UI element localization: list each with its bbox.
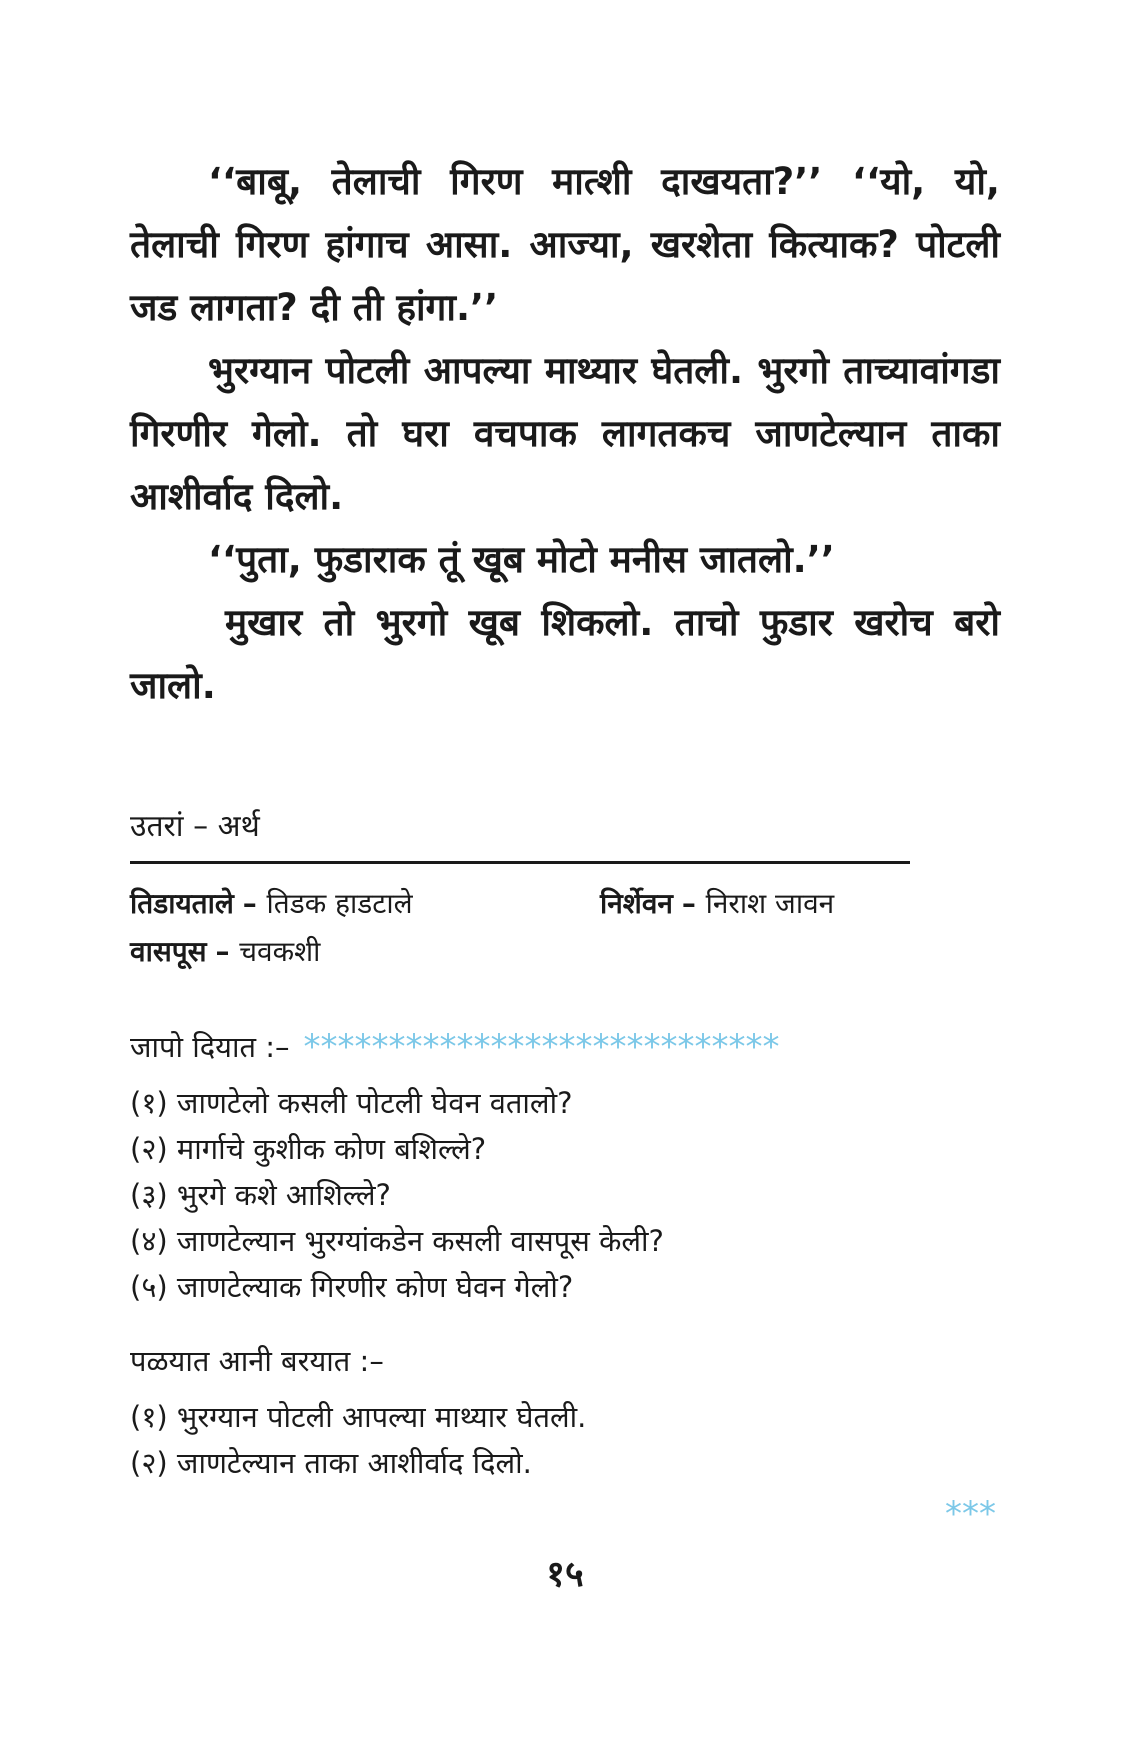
story-text xyxy=(130,150,1000,717)
question-item: (३) भुरगे कशे आशिल्ले? xyxy=(130,1178,391,1212)
glossary-divider xyxy=(130,861,910,864)
read-write-item: (२) जाणटेल्यान ताका आशीर्वाद दिलो. xyxy=(130,1446,532,1480)
question-item: (५) जाणटेल्याक गिरणीर कोण घेवन गेलो? xyxy=(130,1270,574,1304)
story-paragraph-2: भुरग्यान पोटली आपल्या माथ्यार घेतली. भुरगो ताच्यावांगडा गिरणीर गेलो. तो घरा वचपाक लागतकच जाणटेल्यान ताका आशीर्वाद दिलो. xyxy=(130,349,1000,518)
story-paragraph-4: मुखार तो भुरगो खूब शिकलो. ताचो फुडार खरोच बरो जालो. xyxy=(130,601,1000,707)
question-item: (१) जाणटेलो कसली पोटली घेवन वतालो? xyxy=(130,1086,573,1120)
glossary-entries xyxy=(130,882,1000,974)
star-divider: **************************** xyxy=(303,1027,780,1067)
story-paragraph-3: ‘‘पुता, फुडाराक तूं खूब मोटो मनीस जातलो.’’ xyxy=(208,538,835,581)
page xyxy=(130,150,1000,1597)
glossary xyxy=(130,807,1000,974)
read-write-title: पळयात आनी बरयात :– xyxy=(130,1344,384,1378)
answer-header xyxy=(130,1024,1000,1070)
question-list xyxy=(130,1080,1000,1310)
glossary-entry xyxy=(130,882,600,926)
glossary-dash: – xyxy=(242,887,267,920)
page-number: १५ xyxy=(546,1554,584,1595)
glossary-meaning: तिडक हाडटाले xyxy=(266,887,413,920)
glossary-meaning: निराश जावन xyxy=(705,887,835,920)
question-item: (२) मार्गाचे कुशीक कोण बशिल्ले? xyxy=(130,1132,487,1166)
read-write-item: (१) भुरग्यान पोटली आपल्या माथ्यार घेतली. xyxy=(130,1400,587,1434)
answer-section xyxy=(130,1024,1000,1310)
question-item: (४) जाणटेल्यान भुरग्यांकडेन कसली वासपूस केली? xyxy=(130,1224,664,1258)
glossary-entry xyxy=(130,930,600,974)
glossary-term: तिडायताले xyxy=(130,887,234,920)
glossary-entry xyxy=(600,882,920,926)
glossary-dash: – xyxy=(215,935,240,968)
glossary-dash: – xyxy=(681,887,706,920)
glossary-title: उतरां – अर्थ xyxy=(130,809,260,844)
read-write-list xyxy=(130,1394,1000,1486)
story-paragraph-1: ‘‘बाबू, तेलाची गिरण मात्शी दाखयता?’’ ‘‘यो, यो, तेलाची गिरण हांगाच आसा. आज्या, खरशेता कित्याक? पोटली जड लागता? दी ती हांगा.’’ xyxy=(130,160,1000,329)
glossary-term: निर्शेवन xyxy=(600,887,673,920)
end-stars: *** xyxy=(945,1494,996,1534)
read-write-section xyxy=(130,1338,1000,1486)
glossary-term: वासपूस xyxy=(130,935,207,968)
answer-title: जापो दियात :– xyxy=(130,1030,290,1064)
glossary-meaning: चवकशी xyxy=(239,935,321,968)
